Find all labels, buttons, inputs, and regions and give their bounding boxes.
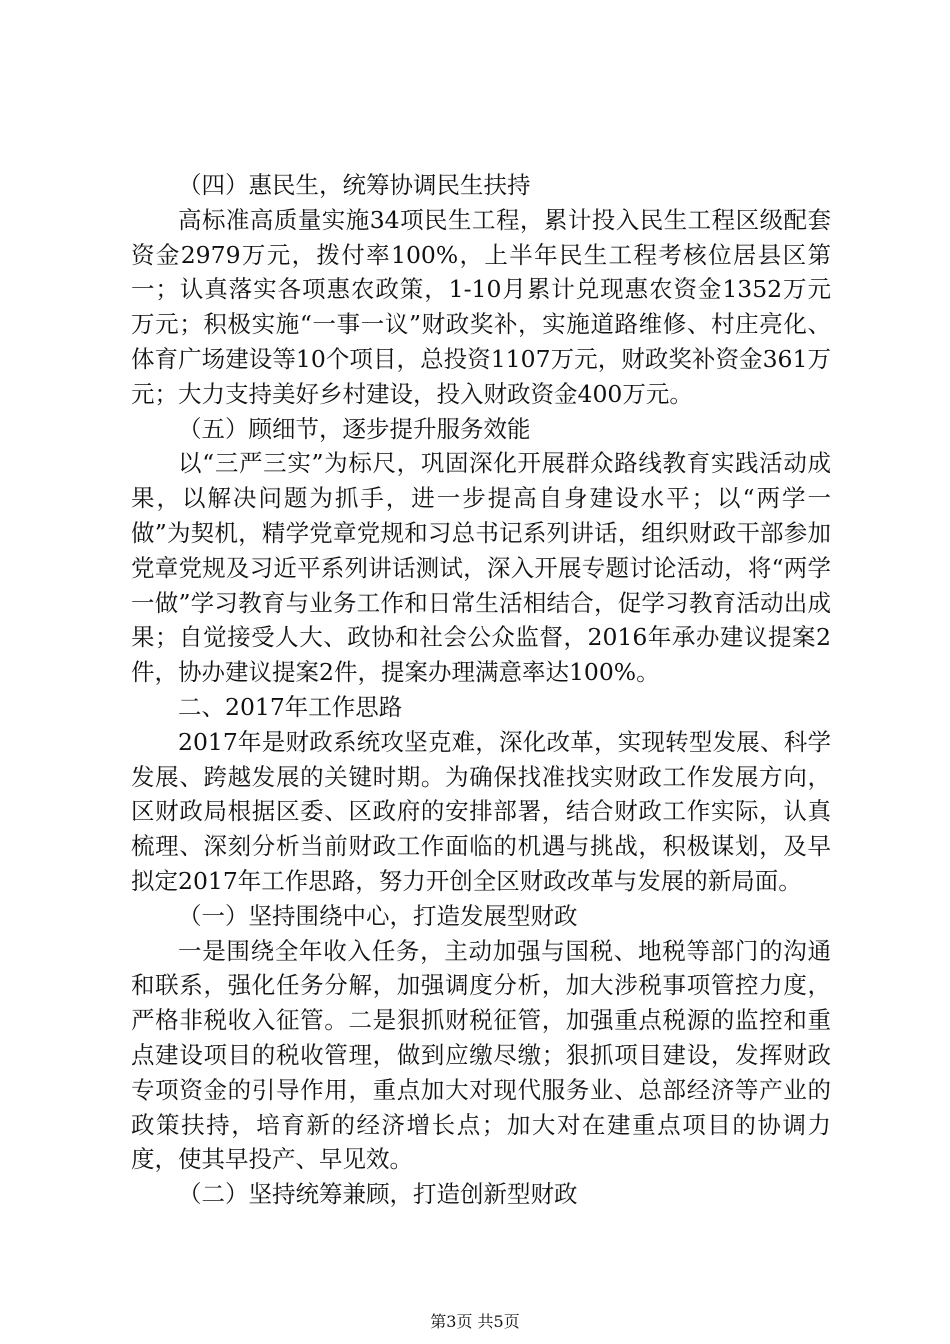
paragraph-2017-intro: 2017年是财政系统攻坚克难，深化改革，实现转型发展、科学发展、跨越发展的关键时期。为确保找准找实财政工作发展方向，区财政局根据区委、区政府的安排部署，结合财政工作实际，认真梳理、深刻分析当前财政工作面临的机遇与挑战，积极谋划，及早拟定2017年工作思路，努力开创全区财政改革与发展的新局面。	[131, 727, 831, 895]
section-heading-5: （五）顾细节，逐步提升服务效能	[178, 414, 531, 443]
section-heading-2: （二）坚持统筹兼顾，打造创新型财政	[178, 1180, 578, 1209]
document-body	[131, 168, 831, 1212]
paragraph-service: 以“三严三实”为标尺，巩固深化开展群众路线教育实践活动成果，以解决问题为抓手，进一步提高自身建设水平；以“两学一做”为契机，精学党章党规和习总书记系列讲话，组织财政干部参加党章党规及习近平系列讲话测试，深入开展专题讨论活动，将“两学一做”学习教育与业务工作和日常生活相结合，促学习教育活动出成果；自觉接受人大、政协和社会公众监督，2016年承办建议提案2件，协办建议提案2件，提案办理满意率达100%。	[131, 449, 831, 687]
section-heading-4: （四）惠民生，统筹协调民生扶持	[178, 171, 531, 199]
paragraph-development: 一是围绕全年收入任务，主动加强与国税、地税等部门的沟通和联系，强化任务分解，加强调度分析，加大涉税事项管控力度，严格非税收入征管。二是狠抓财税征管，加强重点税源的监控和重点建设项目的税收管理，做到应缴尽缴；狠抓项目建设，发挥财政专项资金的引导作用，重点加大对现代服务业、总部经济等产业的政策扶持，培育新的经济增长点；加大对在建重点项目的协调力度，使其早投产、早见效。	[131, 936, 831, 1174]
paragraph-livelihood: 高标准高质量实施34项民生工程，累计投入民生工程区级配套资金2979万元，拨付率100%，上半年民生工程考核位居县区第一；认真落实各项惠农政策，1-10月累计兑现惠农资金1352万元万元；积极实施“一事一议”财政奖补，实施道路维修、村庄亮化、体育广场建设等10个项目，总投资1107万元，财政奖补资金361万元；大力支持美好乡村建设，投入财政资金400万元。	[131, 205, 831, 408]
section-heading-1: （一）坚持围绕中心，打造发展型财政	[178, 901, 578, 930]
page-footer: 第3页 共5页	[430, 1312, 520, 1331]
chapter-heading-2017: 二、2017年工作思路	[178, 692, 403, 721]
